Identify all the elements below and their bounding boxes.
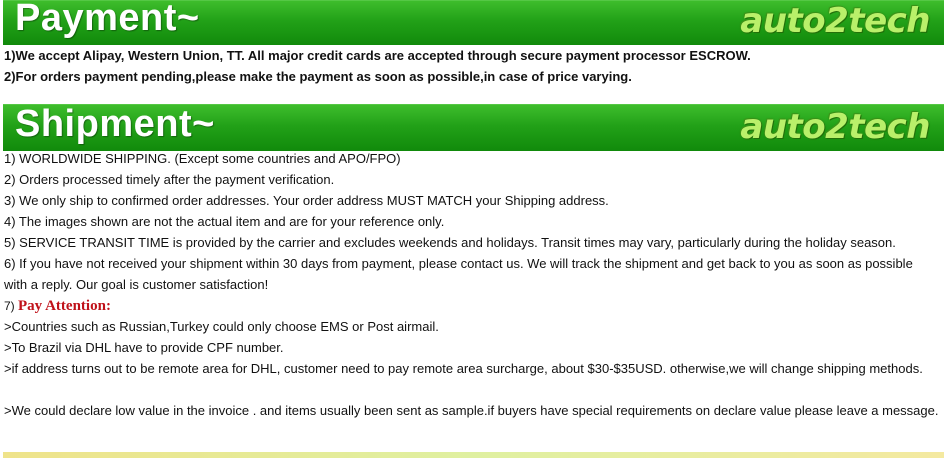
pay-attention-number: 7)	[4, 299, 19, 313]
pay-attention-colon: :	[105, 298, 111, 314]
shipment-title: Shipment~	[15, 104, 215, 145]
payment-title: Payment~	[15, 0, 200, 39]
attention-note-1: >Countries such as Russian,Turkey could only choose EMS or Post airmail.	[4, 319, 439, 334]
payment-item-2: 2)For orders payment pending,please make the payment as soon as possible,in case of price varying.	[4, 69, 632, 84]
attention-note-3: >if address turns out to be remote area for DHL, customer need to pay remote area surcharge, about $30-$35USD. otherwise,we will change shipping methods.	[4, 361, 923, 376]
shipment-item-3: 3) We only ship to confirmed order addresses. Your order address MUST MATCH your Shipping address.	[4, 193, 609, 208]
payment-banner	[3, 0, 944, 45]
pay-attention-label: Pay Attention	[18, 298, 106, 314]
shipment-item-4: 4) The images shown are not the actual item and are for your reference only.	[4, 214, 445, 229]
shipment-item-5: 5) SERVICE TRANSIT TIME is provided by the carrier and excludes weekends and holidays. Transit times may vary, particularly during the holiday season.	[4, 235, 896, 250]
attention-note-4: >We could declare low value in the invoice . and items usually been sent as sample.if buyers have special requirements on declare value please leave a message.	[4, 403, 939, 418]
payment-brand-logo: auto2tech	[740, 1, 930, 41]
shipment-item-2: 2) Orders processed timely after the payment verification.	[4, 172, 335, 187]
bottom-banner-edge	[3, 452, 944, 458]
shipment-banner	[3, 104, 944, 151]
attention-note-2: >To Brazil via DHL have to provide CPF number.	[4, 340, 284, 355]
shipment-brand-logo: auto2tech	[740, 107, 930, 147]
shipment-item-6: 6) If you have not received your shipment within 30 days from payment, please contact us. We will track the shipment and get back to you as soon as possible with a reply. Our goal is customer satisfaction!	[4, 256, 913, 292]
pay-attention-heading	[4, 295, 111, 317]
payment-item-1: 1)We accept Alipay, Western Union, TT. All major credit cards are accepted through secure payment processor ESCROW.	[4, 48, 751, 63]
shipment-item-1: 1) WORLDWIDE SHIPPING. (Except some countries and APO/FPO)	[4, 151, 401, 166]
